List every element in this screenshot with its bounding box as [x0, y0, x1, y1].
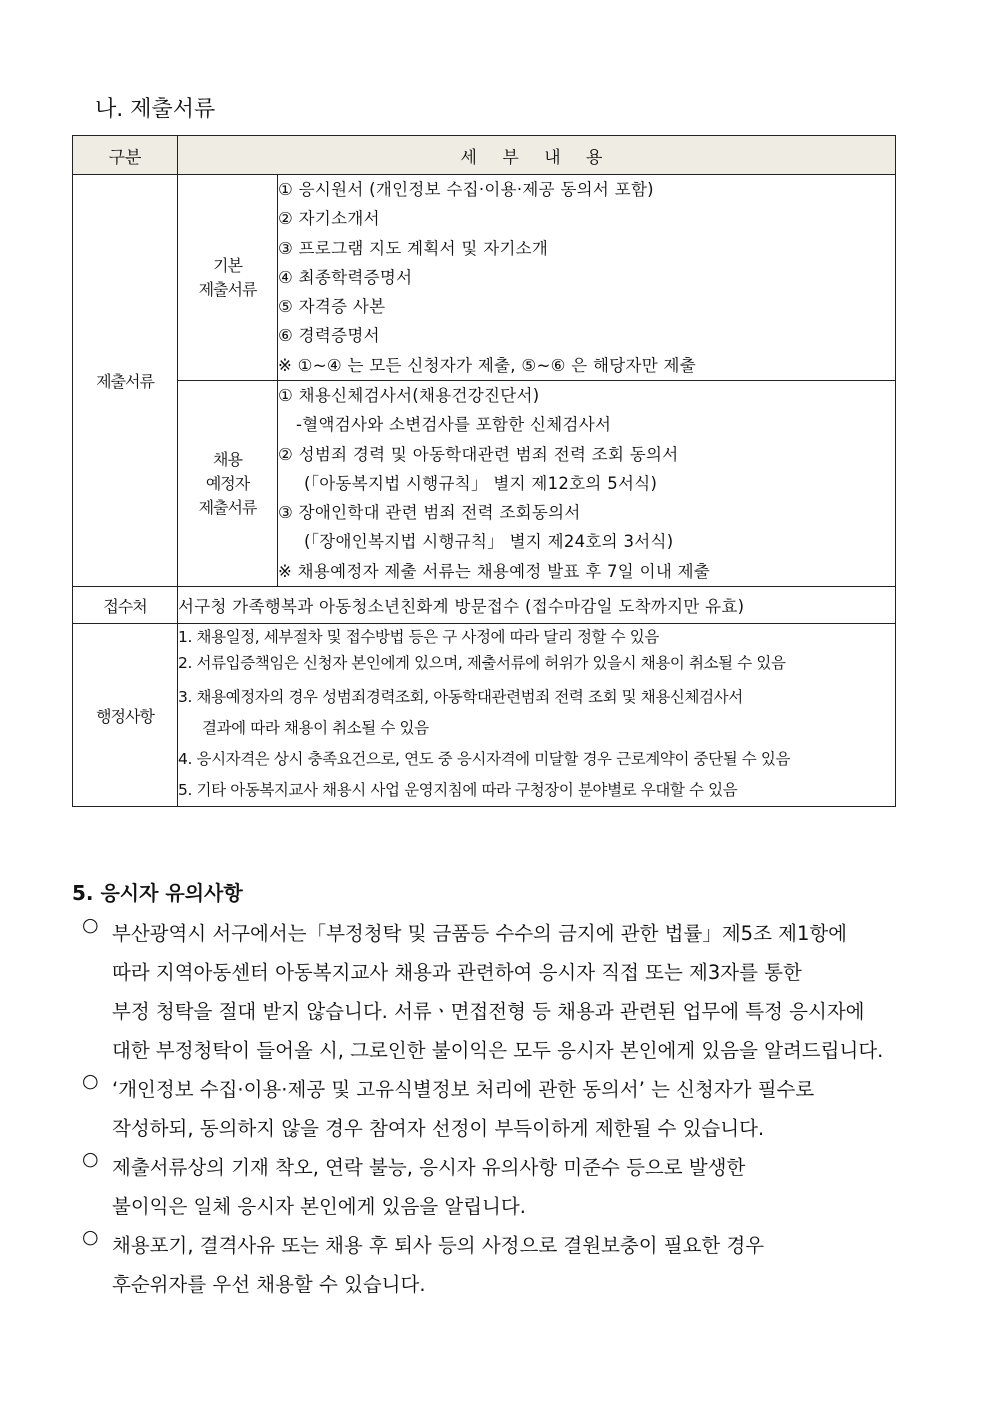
- section-title: 5. 응시자 유의사항: [72, 881, 243, 905]
- admin-line: 5. 기타 아동복지교사 채용시 사업 운영지침에 따라 구청장이 분야별로 우대할 수 있음: [178, 781, 738, 799]
- admin-notes: [178, 624, 896, 807]
- admin-line: 2. 서류입증책임은 신청자 본인에게 있으며, 제출서류에 허위가 있을시 채용이 취소될 수 있음: [178, 654, 786, 672]
- subcategory-basic: [178, 175, 278, 381]
- category-reception: 접수처: [73, 587, 178, 624]
- submission-documents-table: [72, 135, 896, 807]
- admin-line: 1. 채용일정, 세부절차 및 접수방법 등은 구 사정에 따라 달리 정할 수 있음: [178, 628, 659, 646]
- applicant-notes: [82, 914, 912, 1304]
- subcategory-prospective-line: 채용: [213, 449, 242, 469]
- admin-line: 4. 응시자격은 상시 충족요건으로, 연도 중 응시자격에 미달할 경우 근로계약이 중단될 수 있음: [178, 750, 791, 768]
- list-item: ⑤ 자격증 사본: [278, 297, 386, 317]
- table-row-admin: [73, 624, 896, 807]
- list-item: (「아동복지법 시행규칙」 별지 제12호의 5서식): [304, 473, 658, 493]
- category-admin: 행정사항: [73, 624, 178, 807]
- admin-line: 결과에 따라 채용이 취소될 수 있음: [202, 719, 429, 737]
- note-text: [112, 1148, 745, 1226]
- note-line: 제출서류상의 기재 착오, 연락 불능, 응시자 유의사항 미준수 등으로 발생한: [112, 1156, 746, 1179]
- subcategory-prospective-line: 예정자: [205, 473, 250, 493]
- subcategory-prospective-line: 제출서류: [198, 497, 257, 517]
- note-line: 채용포기, 결격사유 또는 채용 후 퇴사 등의 사정으로 결원보충이 필요한 경우: [112, 1234, 765, 1257]
- list-item: ※ 채용예정자 제출 서류는 채용예정 발표 후 7일 이내 제출: [278, 561, 711, 581]
- list-item: ⑥ 경력증명서: [278, 326, 380, 346]
- note-line: 대한 부정청탁이 들어올 시, 그로인한 불이익은 모두 응시자 본인에게 있음을 알려드립니다.: [112, 1039, 884, 1062]
- note-line: 따라 지역아동센터 아동복지교사 채용과 관련하여 응시자 직접 또는 제3자를 통한: [112, 961, 802, 984]
- category-submission: 제출서류: [73, 175, 178, 587]
- header-category: 구분: [73, 136, 178, 175]
- subcategory-prospective: [178, 381, 278, 587]
- sub-heading: 나. 제출서류: [95, 97, 216, 122]
- circle-bullet-icon: ○: [82, 1070, 99, 1092]
- table-row-basic: [73, 175, 896, 381]
- circle-bullet-icon: ○: [82, 1226, 99, 1248]
- list-item: ② 자기소개서: [278, 209, 380, 229]
- list-item: (「장애인복지법 시행규칙」 별지 제24호의 3서식): [304, 532, 674, 552]
- note-line: 부산광역시 서구에서는「부정청탁 및 금품등 수수의 금지에 관한 법률」제5조 제1항에: [112, 922, 848, 945]
- note-item: [82, 1148, 912, 1226]
- note-line: 후순위자를 우선 채용할 수 있습니다.: [112, 1273, 426, 1296]
- list-item: ④ 최종학력증명서: [278, 267, 413, 287]
- list-item: ※ ①~④ 는 모든 신청자가 제출, ⑤~⑥ 은 해당자만 제출: [278, 355, 697, 375]
- note-line: 작성하되, 동의하지 않을 경우 참여자 선정이 부득이하게 제한될 수 있습니다.: [112, 1117, 765, 1140]
- admin-line: 3. 채용예정자의 경우 성범죄경력조회, 아동학대관련범죄 전력 조회 및 채용신체검사서: [178, 688, 743, 706]
- note-text: [112, 1070, 814, 1148]
- note-line: ‘개인정보 수집·이용·제공 및 고유식별정보 처리에 관한 동의서’ 는 신청자가 필수로: [112, 1078, 815, 1101]
- list-item: -혈액검사와 소변검사를 포함한 신체검사서: [296, 415, 612, 435]
- reception-value: 서구청 가족행복과 아동청소년친화계 방문접수 (접수마감일 도착까지만 유효): [178, 587, 896, 624]
- prospective-documents-list: [278, 381, 896, 587]
- table-row-prospective: [73, 381, 896, 587]
- note-line: 불이익은 일체 응시자 본인에게 있음을 알립니다.: [112, 1195, 526, 1218]
- subcategory-basic-line: 제출서류: [198, 279, 257, 299]
- list-item: ③ 프로그램 지도 계획서 및 자기소개: [278, 238, 549, 258]
- note-item: [82, 1226, 912, 1304]
- circle-bullet-icon: ○: [82, 914, 99, 936]
- note-item: [82, 914, 912, 1070]
- table-header-row: [73, 136, 896, 175]
- subcategory-basic-line: 기본: [213, 255, 242, 275]
- note-text: [112, 1226, 764, 1304]
- basic-documents-list: [278, 175, 896, 381]
- list-item: ③ 장애인학대 관련 범죄 전력 조회동의서: [278, 503, 581, 523]
- circle-bullet-icon: ○: [82, 1148, 99, 1170]
- table-row-reception: [73, 587, 896, 624]
- list-item: ① 응시원서 (개인정보 수집·이용·제공 동의서 포함): [278, 180, 654, 200]
- header-details: 세 부 내 용: [178, 136, 896, 175]
- note-line: 부정 청탁을 절대 받지 않습니다. 서류ㆍ면접전형 등 채용과 관련된 업무에 특정 응시자에: [112, 1000, 865, 1023]
- list-item: ① 채용신체검사서(채용건강진단서): [278, 386, 540, 406]
- note-item: [82, 1070, 912, 1148]
- list-item: ② 성범죄 경력 및 아동학대관련 범죄 전력 조회 동의서: [278, 444, 679, 464]
- note-text: [112, 914, 883, 1070]
